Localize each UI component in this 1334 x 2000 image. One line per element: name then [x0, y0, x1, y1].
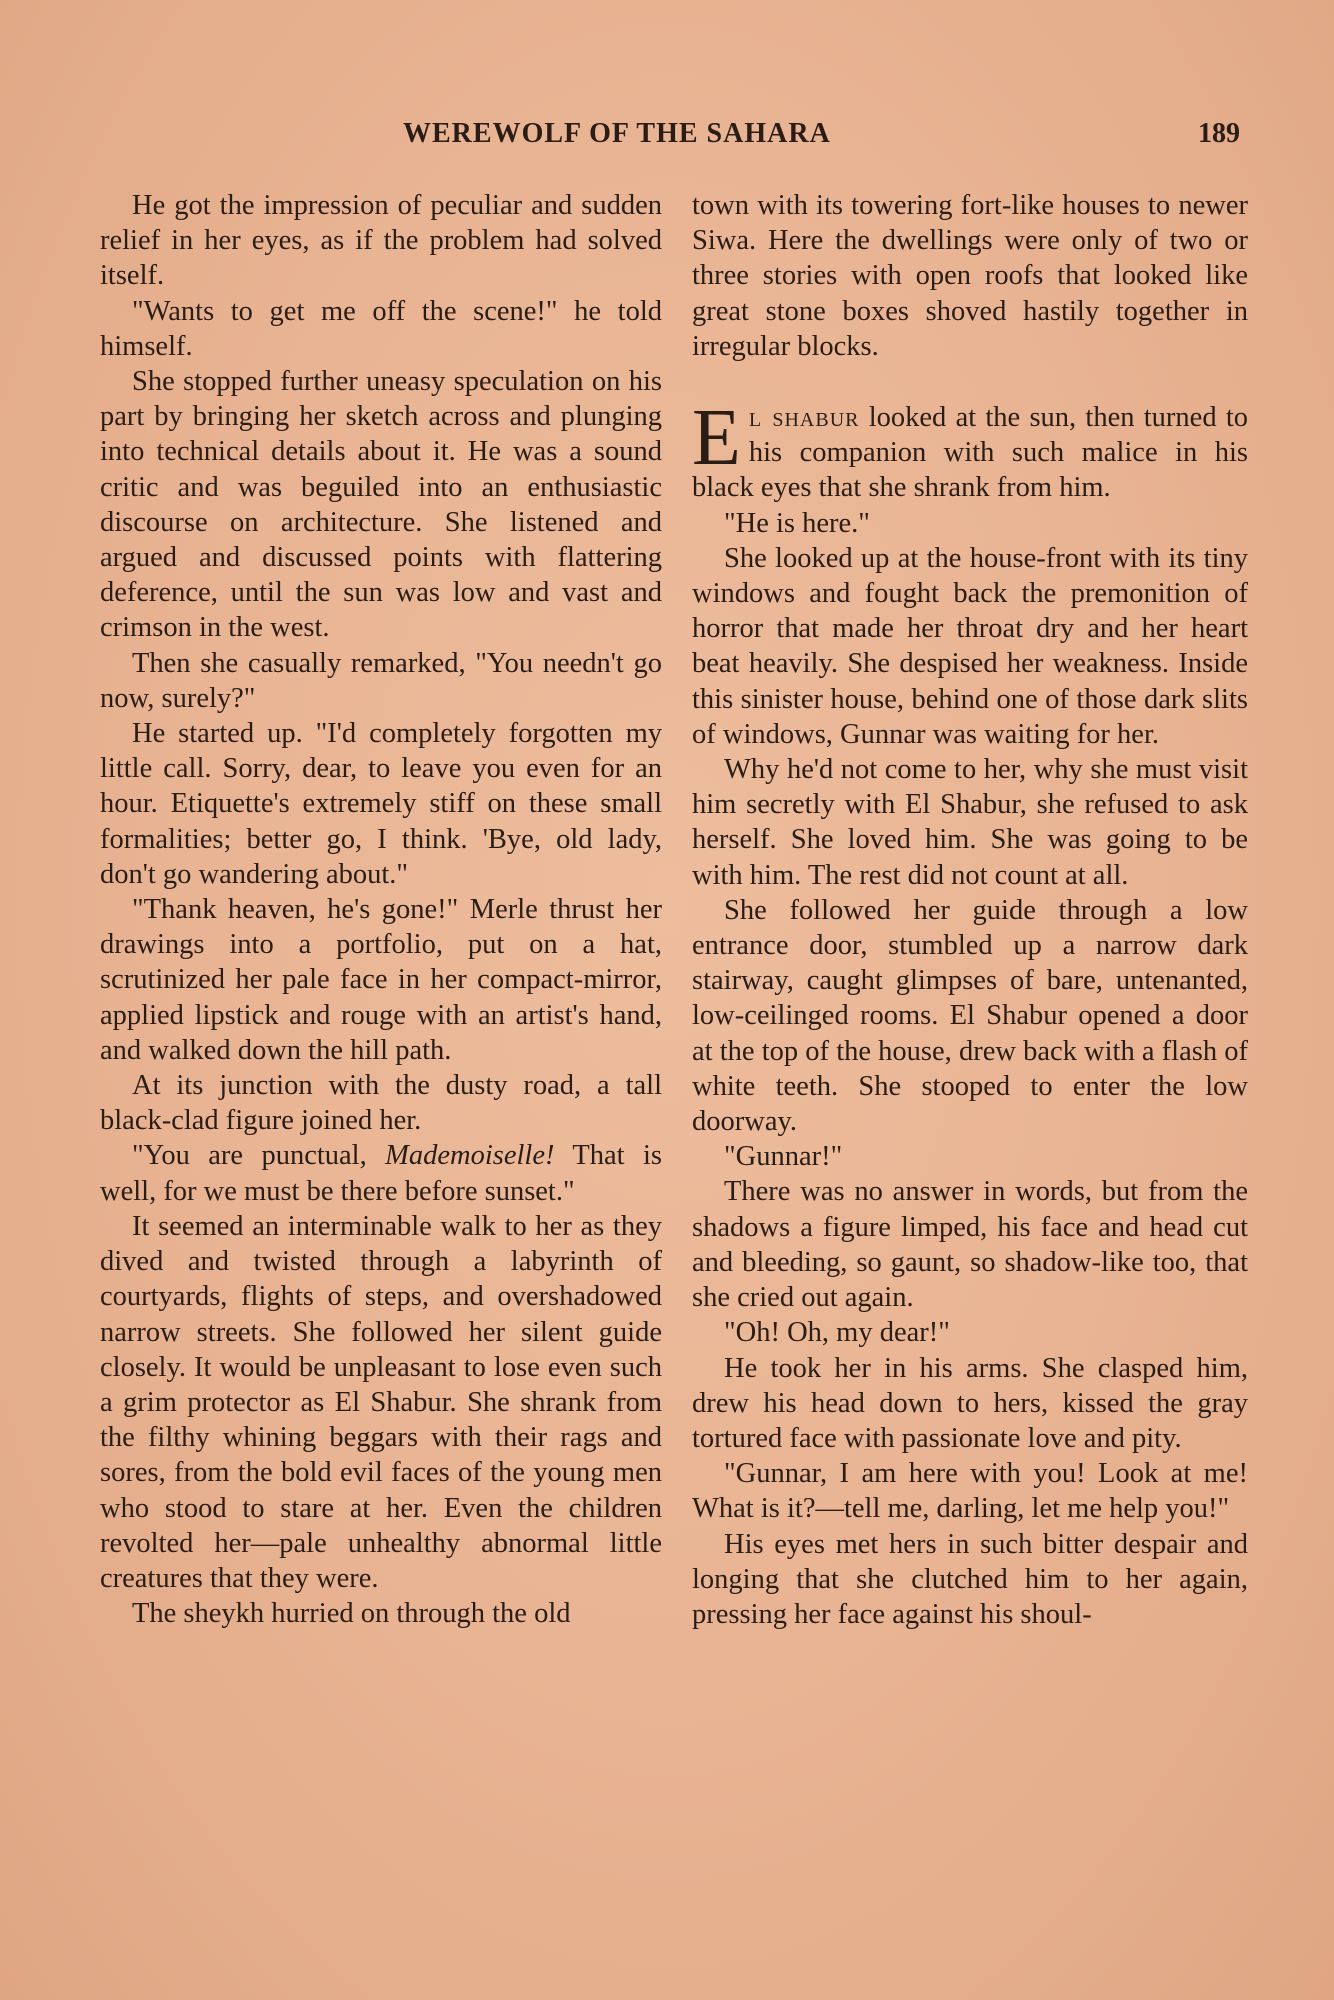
paragraph: She looked up at the house-front with its tiny windows and fought back the premonition of horror that made her throat dry and her heart beat heavily. She despised her weakness. Inside this sinister house, behind one of those dark slits of windows, Gunnar was waiting for her. [692, 542, 1248, 750]
paragraph: It seemed an interminable walk to her as they dived and twisted through a labyrinth of courtyards, flights of steps, and overshadowed narrow streets. She followed her silent guide closely. It would be unpleasant to lose even such a grim protector as El Shabur. She shrank from the filthy whining beggars with their rags and sores, from the bold evil faces of the young men who stood to stare at her. Even the children revolted her—pale unhealthy abnormal little creatures that they were. [100, 1210, 662, 1594]
paragraph: His eyes met hers in such bitter despair and longing that she clutched him to her again, pressing her face against his shoul- [692, 1528, 1248, 1630]
right-column [692, 188, 1248, 1632]
paragraph: There was no answer in words, but from the shadows a figure limped, his face and head cut and bleeding, so gaunt, so shadow-like too, that she cried out again. [692, 1176, 1248, 1314]
paragraph: "Thank heaven, he's gone!" Merle thrust her drawings into a portfolio, put on a hat, scrutinized her pale face in her compact-mirror, applied lipstick and rouge with an artist's hand, and walked down the hill path. [100, 894, 662, 1066]
drop-cap: E [692, 394, 741, 483]
paragraph: "Gunnar, I am here with you! Look at me! What is it?—tell me, darling, let me help you!" [692, 1458, 1248, 1525]
continuation-paragraph: town with its towering fort-like houses to newer Siwa. Here the dwellings were only of two or three stories with open roofs that looked like great stone boxes shoved hastily together in irregular blocks. [692, 190, 1248, 362]
left-column [100, 188, 662, 1631]
paragraph: Why he'd not come to her, why she must visit him secretly with El Shabur, she refused to ask herself. She loved him. She was going to be with him. The rest did not count at all. [692, 754, 1248, 891]
paragraph: She stopped further uneasy speculation on his part by bringing her sketch across and plunging into technical details about it. He was a sound critic and was beguiled into an enthusiastic discourse on architecture. She listened and argued and discussed points with flattering deference, until the sun was low and vast and crimson in the west. [100, 366, 662, 644]
running-title: WEREWOLF OF THE SAHARA [403, 118, 831, 149]
text-run: That is well, for we must be there before sunset." [100, 1140, 662, 1207]
section-opening-paragraph [692, 394, 1248, 506]
paragraph: She followed her guide through a low entrance door, stumbled up a narrow dark stairway, caught glimpses of bare, untenanted, low-ceilinged rooms. El Shabur opened a door at the top of the house, drew back with a flash of white teeth. She stooped to enter the low doorway. [692, 894, 1248, 1138]
paragraph: "He is here." [724, 507, 870, 539]
paragraph: He started up. "I'd completely forgotten my little call. Sorry, dear, to leave you even for an hour. Etiquette's extremely stiff on these small formalities; better go, I think. 'Bye, old lady, don't go wandering about." [100, 718, 662, 890]
paragraph: Then she casually remarked, "You needn't go now, surely?" [100, 647, 662, 714]
page-number: 189 [1198, 118, 1240, 149]
small-caps-text: l shabur [748, 402, 860, 434]
italic-text: Mademoiselle! [385, 1140, 555, 1172]
paragraph: "Oh! Oh, my dear!" [724, 1317, 950, 1349]
paragraph [100, 1138, 662, 1208]
paragraph: At its junction with the dusty road, a tall black-clad figure joined her. [100, 1070, 662, 1137]
paragraph: He got the impression of peculiar and sudden relief in her eyes, as if the problem had solved itself. [100, 190, 662, 292]
paragraph: He took her in his arms. She clasped him, drew his head down to hers, kissed the gray tortured face with passionate love and pity. [692, 1352, 1248, 1454]
text-run: looked at the sun, then turned to his companion with such malice in his black eyes that she shrank from him. [692, 402, 1248, 504]
paragraph: "Gunnar!" [724, 1141, 843, 1173]
paragraph: The sheykh hurried on through the old [132, 1598, 571, 1630]
text-run: "You are punctual, [132, 1140, 386, 1172]
paragraph: "Wants to get me off the scene!" he told himself. [100, 295, 662, 362]
